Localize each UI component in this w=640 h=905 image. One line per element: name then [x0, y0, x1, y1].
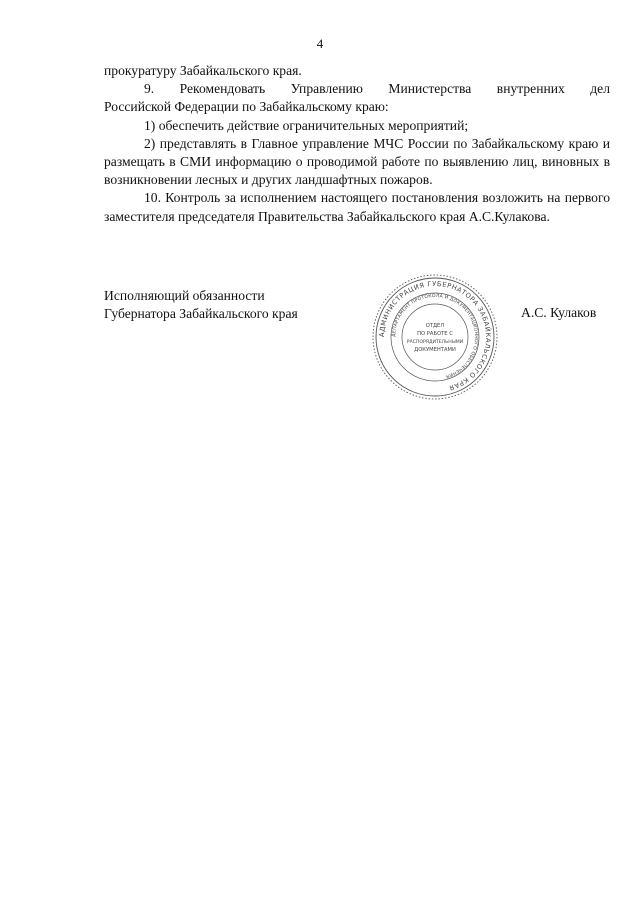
- stamp-center-line-3: РАСПОРЯДИТЕЛЬНЫМИ: [406, 340, 464, 345]
- stamp-center-line-1: ОТДЕЛ: [425, 323, 445, 329]
- page-number: 4: [316, 36, 324, 51]
- paragraph-10: 10. Контроль за исполнением настоящего постановления возложить на первого заместителя председателя Правительства Забайкальского края А.С.Кулакова.: [104, 190, 610, 224]
- stamp-inner-text: ДЕПАРТАМЕНТ ПРОТОКОЛА И ДОКУМЕНТАЦИОННОГО ОБЕСПЕЧЕНИЯ: [391, 293, 479, 379]
- paragraph-9-item-2: 2) представлять в Главное управление МЧС России по Забайкальскому краю и размещать в СМИ информацию о проводимой работе по выявлению лиц, виновных в возникновении лесных и других ландшафтных пожаров.: [104, 135, 610, 188]
- stamp-center-line-4: ДОКУМЕНТАМИ: [414, 347, 456, 353]
- paragraph-9-line-1: 9. Рекомендовать Управлению Министерства внутренних дел: [144, 81, 610, 97]
- signatory-title-line-2: Губернатора Забайкальского края: [104, 306, 298, 322]
- signatory-title-line-1: Исполняющий обязанности: [104, 288, 265, 303]
- stamp-center-line-2: ПО РАБОТЕ С: [417, 331, 453, 337]
- paragraph-continuation: прокуратуру Забайкальского края.: [104, 63, 302, 78]
- document-body: [104, 62, 610, 226]
- paragraph-9-line-2: Российской Федерации по Забайкальскому краю:: [104, 99, 389, 115]
- signatory-title: [104, 287, 298, 323]
- stamp-seal-graphic: [370, 272, 500, 402]
- signatory-name: А.С. Кулаков: [521, 305, 597, 320]
- official-stamp: [370, 272, 500, 402]
- paragraph-9-item-1: 1) обеспечить действие ограничительных мероприятий;: [144, 117, 469, 133]
- stamp-outer-text: АДМИНИСТРАЦИЯ ГУБЕРНАТОРА ЗАБАЙКАЛЬСКОГО КРАЯ: [377, 279, 493, 392]
